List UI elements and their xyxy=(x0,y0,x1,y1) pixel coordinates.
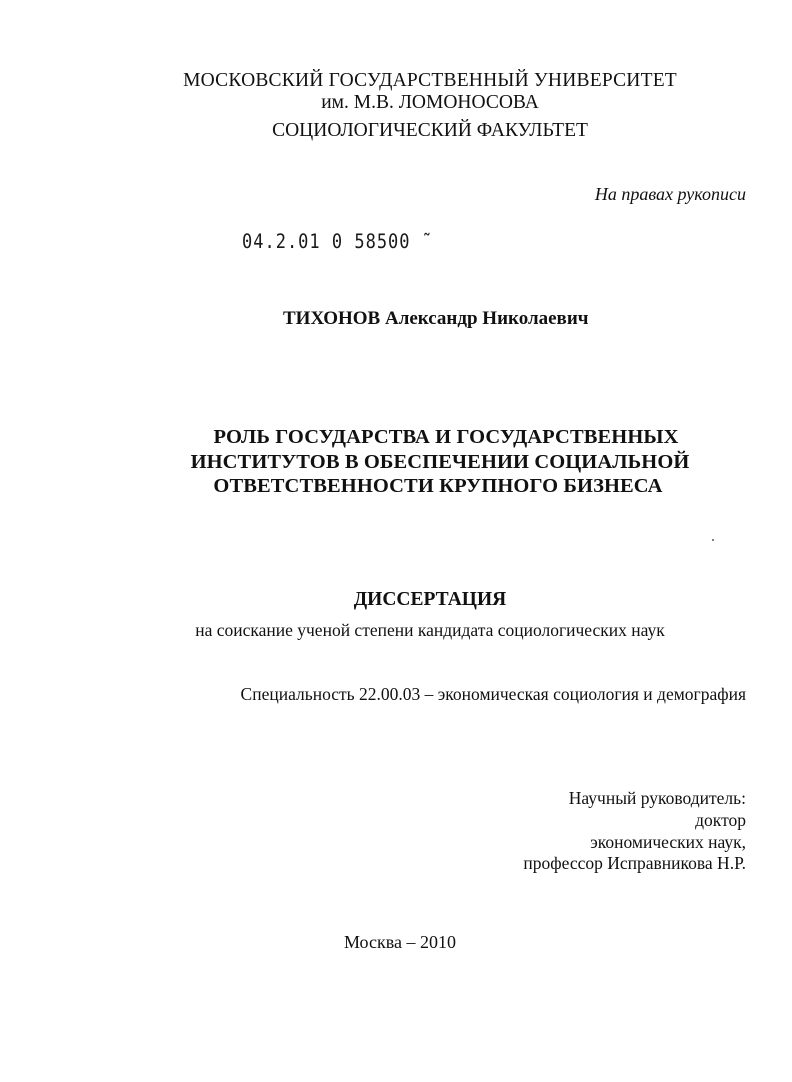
supervisor-degree: доктор xyxy=(695,810,746,830)
registration-stamp: 04.2.01 0 58500 ˜ xyxy=(242,230,433,254)
supervisor-name: профессор Исправникова Н.Р. xyxy=(523,853,746,873)
supervisor-label: Научный руководитель: xyxy=(568,788,746,808)
degree-statement: на соискание ученой степени кандидата социологических наук xyxy=(195,620,665,640)
author-name: ТИХОНОВ Александр Николаевич xyxy=(283,308,589,329)
place-and-year: Москва – 2010 xyxy=(344,932,456,952)
supervisor-field: экономических наук, xyxy=(590,832,746,852)
faculty-name: СОЦИОЛОГИЧЕСКИЙ ФАКУЛЬТЕТ xyxy=(272,120,588,141)
university-name: МОСКОВСКИЙ ГОСУДАРСТВЕННЫЙ УНИВЕРСИТЕТ xyxy=(183,70,677,91)
scan-speck xyxy=(712,539,714,541)
specialty: Специальность 22.00.03 – экономическая социология и демография xyxy=(240,684,746,704)
university-honorific: им. М.В. ЛОМОНОСОВА xyxy=(321,92,539,113)
thesis-title-line-3: ОТВЕТСТВЕННОСТИ КРУПНОГО БИЗНЕСА xyxy=(213,475,663,497)
document-type: ДИССЕРТАЦИЯ xyxy=(353,589,507,610)
thesis-title-line-2: ИНСТИТУТОВ В ОБЕСПЕЧЕНИИ СОЦИАЛЬНОЙ xyxy=(190,451,690,473)
manuscript-note: На правах рукописи xyxy=(594,184,746,204)
thesis-title-line-1: РОЛЬ ГОСУДАРСТВА И ГОСУДАРСТВЕННЫХ xyxy=(213,426,679,448)
